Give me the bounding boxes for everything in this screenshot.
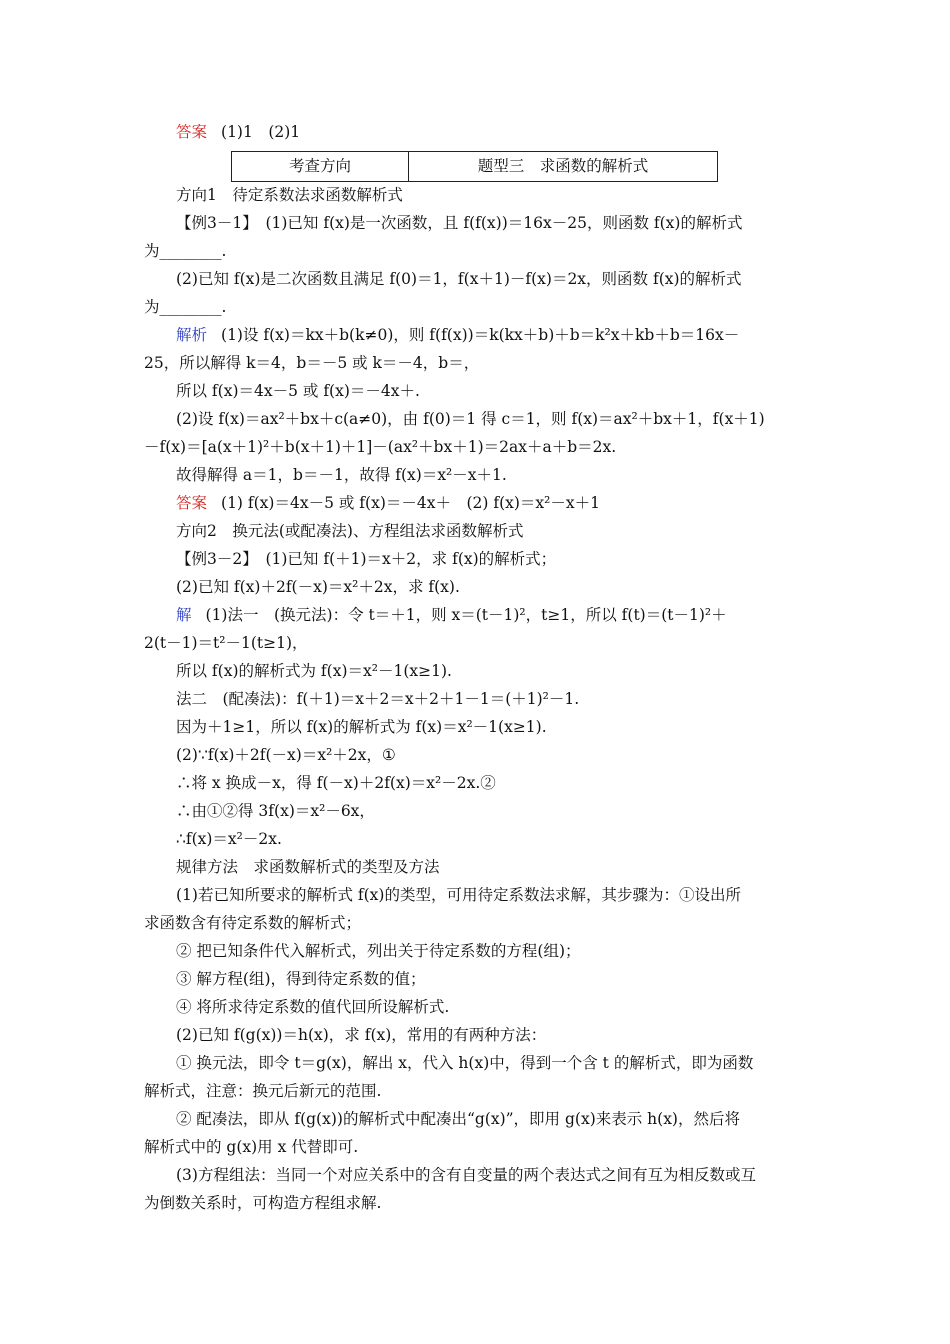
direction-2-heading: 方向2 换元法(或配凑法)、方程组法求函数解析式 bbox=[176, 522, 524, 540]
method-line-1: (1)若已知所要求的解析式 f(x)的类型，可用待定系数法求解，其步骤为：①设出所 bbox=[176, 886, 741, 904]
solution-3-2-line-9: ∴f(x)＝x²－2x. bbox=[176, 830, 282, 848]
example-3-1-line-2: 为________. bbox=[144, 242, 227, 260]
method-line-7: ① 换元法，即令 t＝g(x)，解出 x，代入 h(x)中，得到一个含 t 的解析式，即为函数 bbox=[176, 1054, 754, 1072]
solution-3-2-line-3: 所以 f(x)的解析式为 f(x)＝x²－1(x≥1). bbox=[176, 662, 452, 680]
solution-3-1-line-5: －f(x)＝[a(x＋1)²＋b(x＋1)＋1]－(ax²＋bx＋1)＝2ax＋a＋b＝2x. bbox=[144, 438, 617, 456]
method-line-12: 为倒数关系时，可构造方程组求解. bbox=[144, 1194, 382, 1212]
method-line-11: (3)方程组法：当同一个对应关系中的含有自变量的两个表达式之间有互为相反数或互 bbox=[176, 1166, 756, 1184]
solution-3-2-line-5: 因为＋1≥1，所以 f(x)的解析式为 f(x)＝x²－1(x≥1). bbox=[176, 718, 547, 736]
answer-line-1 bbox=[176, 121, 300, 143]
table-cell-direction: 考查方向 bbox=[232, 152, 409, 181]
solution-3-1-line-3: 所以 f(x)＝4x－5 或 f(x)＝－4x＋. bbox=[176, 382, 420, 400]
solution-3-2-line-2: 2(t－1)＝t²－1(t≥1)， bbox=[144, 634, 308, 652]
solution-3-2-line-7: ∴将 x 换成－x，得 f(－x)＋2f(x)＝x²－2x.② bbox=[176, 774, 496, 792]
example-3-2-line-1: 【例3－2】 (1)已知 f(＋1)＝x＋2，求 f(x)的解析式； bbox=[176, 550, 557, 568]
method-line-9: ② 配凑法，即从 f(g(x))的解析式中配凑出“g(x)”，即用 g(x)来表示 h(x)，然后将 bbox=[176, 1110, 740, 1128]
solution-3-1-line-2: 25，所以解得 k＝4，b＝－5 或 k＝－4，b＝， bbox=[144, 354, 480, 372]
solution-3-1-line-1: 解析 (1)设 f(x)＝kx＋b(k≠0)，则 f(f(x))＝k(kx＋b)＋b＝k²x＋kb＋b＝16x－ bbox=[176, 326, 740, 344]
method-line-8: 解析式，注意：换元后新元的范围. bbox=[144, 1082, 382, 1100]
solution-label-2: 解 bbox=[176, 606, 192, 624]
example-3-1-line-3: (2)已知 f(x)是二次函数且满足 f(0)＝1，f(x＋1)－f(x)＝2x，则函数 f(x)的解析式 bbox=[176, 270, 742, 288]
topic-table bbox=[231, 151, 718, 182]
table-cell-topic: 题型三 求函数的解析式 bbox=[477, 157, 649, 175]
method-line-6: (2)已知 f(g(x))＝h(x)，求 f(x)，常用的有两种方法： bbox=[176, 1026, 547, 1044]
direction-1-heading: 方向1 待定系数法求函数解析式 bbox=[176, 186, 403, 204]
solution-label: 解析 bbox=[176, 326, 208, 344]
example-3-1-line-1: 【例3－1】 (1)已知 f(x)是一次函数，且 f(f(x))＝16x－25，则函数 f(x)的解析式 bbox=[176, 214, 743, 232]
answer-line-2: 答案 (1) f(x)＝4x－5 或 f(x)＝－4x＋ (2) f(x)＝x²－x＋1 bbox=[176, 494, 600, 512]
solution-3-1-line-6: 故得解得 a＝1，b＝－1，故得 f(x)＝x²－x＋1. bbox=[176, 466, 507, 484]
solution-3-2-line-6: (2)∵f(x)＋2f(－x)＝x²＋2x，① bbox=[176, 746, 396, 764]
answer-label: 答案 bbox=[176, 123, 208, 141]
answer-text: (1)1 (2)1 bbox=[221, 123, 301, 141]
answer-label-2: 答案 bbox=[176, 494, 208, 512]
method-line-3: ② 把已知条件代入解析式，列出关于待定系数的方程(组)； bbox=[176, 942, 581, 960]
method-line-4: ③ 解方程(组)，得到待定系数的值； bbox=[176, 970, 426, 988]
example-3-1-line-4: 为________. bbox=[144, 298, 227, 316]
method-line-10: 解析式中的 g(x)用 x 代替即可. bbox=[144, 1138, 359, 1156]
method-line-5: ④ 将所求待定系数的值代回所设解析式. bbox=[176, 998, 450, 1016]
method-heading: 规律方法 求函数解析式的类型及方法 bbox=[176, 858, 440, 876]
solution-3-2-line-1: 解 (1)法一 (换元法)：令 t＝＋1，则 x＝(t－1)²，t≥1，所以 f(t)＝(t－1)²＋ bbox=[176, 606, 727, 624]
solution-3-1-line-4: (2)设 f(x)＝ax²＋bx＋c(a≠0)，由 f(0)＝1 得 c＝1，则 f(x)＝ax²＋bx＋1，f(x＋1) bbox=[176, 410, 765, 428]
solution-3-2-line-8: ∴由①②得 3f(x)＝x²－6x， bbox=[176, 802, 375, 820]
example-3-2-line-2: (2)已知 f(x)＋2f(－x)＝x²＋2x，求 f(x). bbox=[176, 578, 460, 596]
method-line-2: 求函数含有待定系数的解析式； bbox=[144, 914, 362, 932]
solution-3-2-line-4: 法二 (配凑法)：f(＋1)＝x＋2＝x＋2＋1－1＝(＋1)²－1. bbox=[176, 690, 580, 708]
